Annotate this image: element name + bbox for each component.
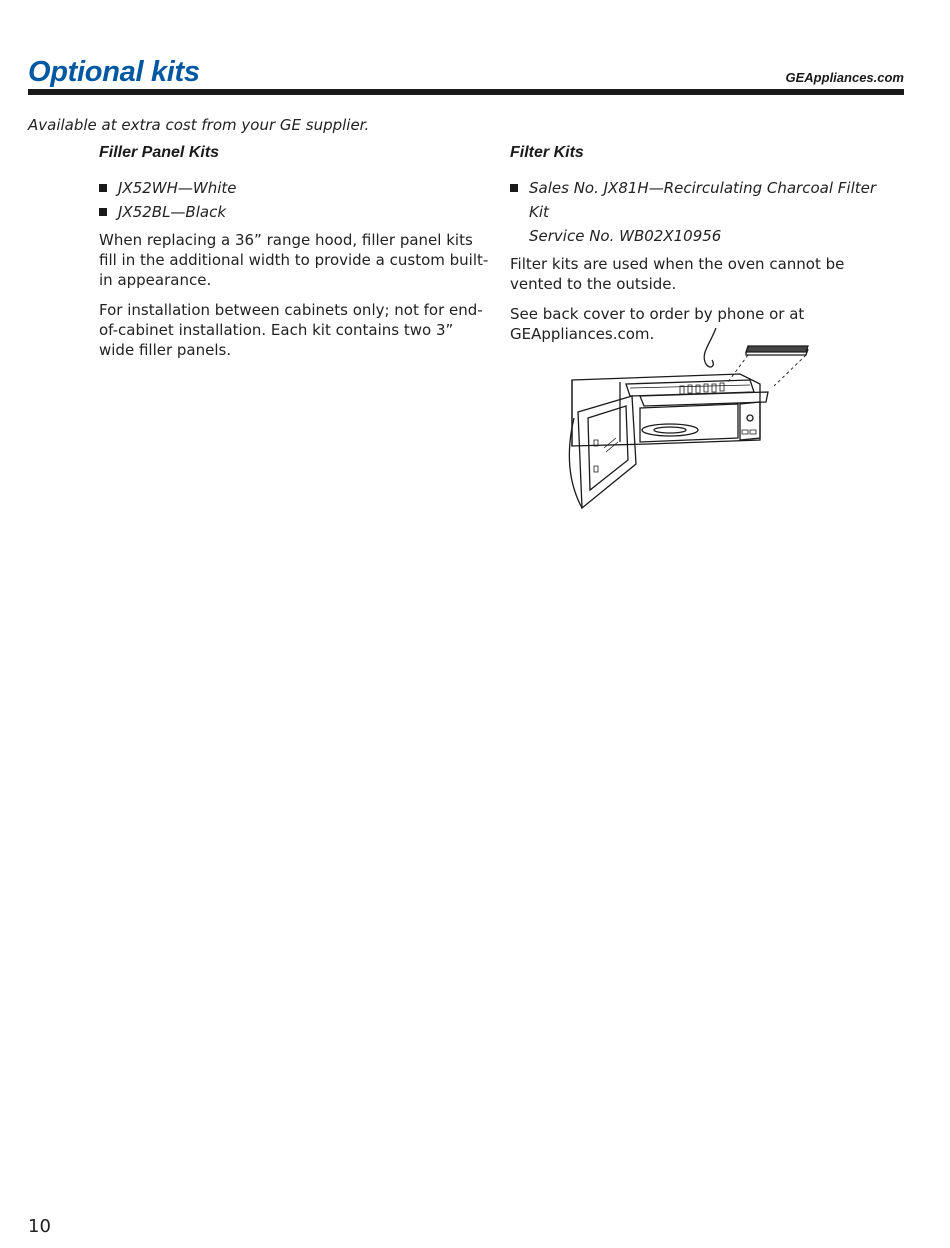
filter-description: Filter kits are used when the oven cannot be vented to the outside.	[510, 255, 845, 293]
list-item	[99, 200, 491, 224]
list-item	[99, 176, 491, 200]
kit-model: JX52WH—White	[118, 179, 237, 197]
filter-service-number: Service No. WB02X10956	[529, 227, 722, 245]
filler-description: When replacing a 36” range hood, filler panel kits fill in the additional width to provide a custom built-in appearance.	[99, 231, 489, 289]
filler-installation-note: For installation between cabinets only; not for end-of-cabinet installation. Each kit contains two 3” wide filler panels.	[99, 301, 483, 359]
filler-panel-kits-heading: Filler Panel Kits	[99, 144, 220, 161]
filter-kits-section	[510, 144, 900, 344]
filler-panel-kits-section	[99, 144, 491, 360]
order-note: See back cover to order by phone or at GEAppliances.com.	[510, 305, 805, 343]
page-number: 10	[28, 1216, 51, 1237]
kit-model: JX52BL—Black	[118, 203, 227, 221]
intro-text: Available at extra cost from your GE supplier.	[28, 116, 370, 134]
list-item	[510, 176, 900, 248]
bullet-square-icon	[510, 184, 518, 192]
bullet-square-icon	[99, 184, 107, 192]
microwave-with-charcoal-filter-icon	[560, 322, 820, 512]
filter-kits-list	[510, 176, 900, 248]
filter-sales-number: Sales No. JX81H—Recirculating Charcoal Filter Kit	[529, 179, 877, 221]
site-url: GEAppliances.com	[785, 70, 904, 85]
page-title: Optional kits	[28, 56, 200, 88]
filler-panel-kits-list	[99, 176, 491, 224]
filter-kits-heading: Filter Kits	[510, 144, 584, 161]
bullet-square-icon	[99, 208, 107, 216]
title-rule	[28, 89, 904, 95]
